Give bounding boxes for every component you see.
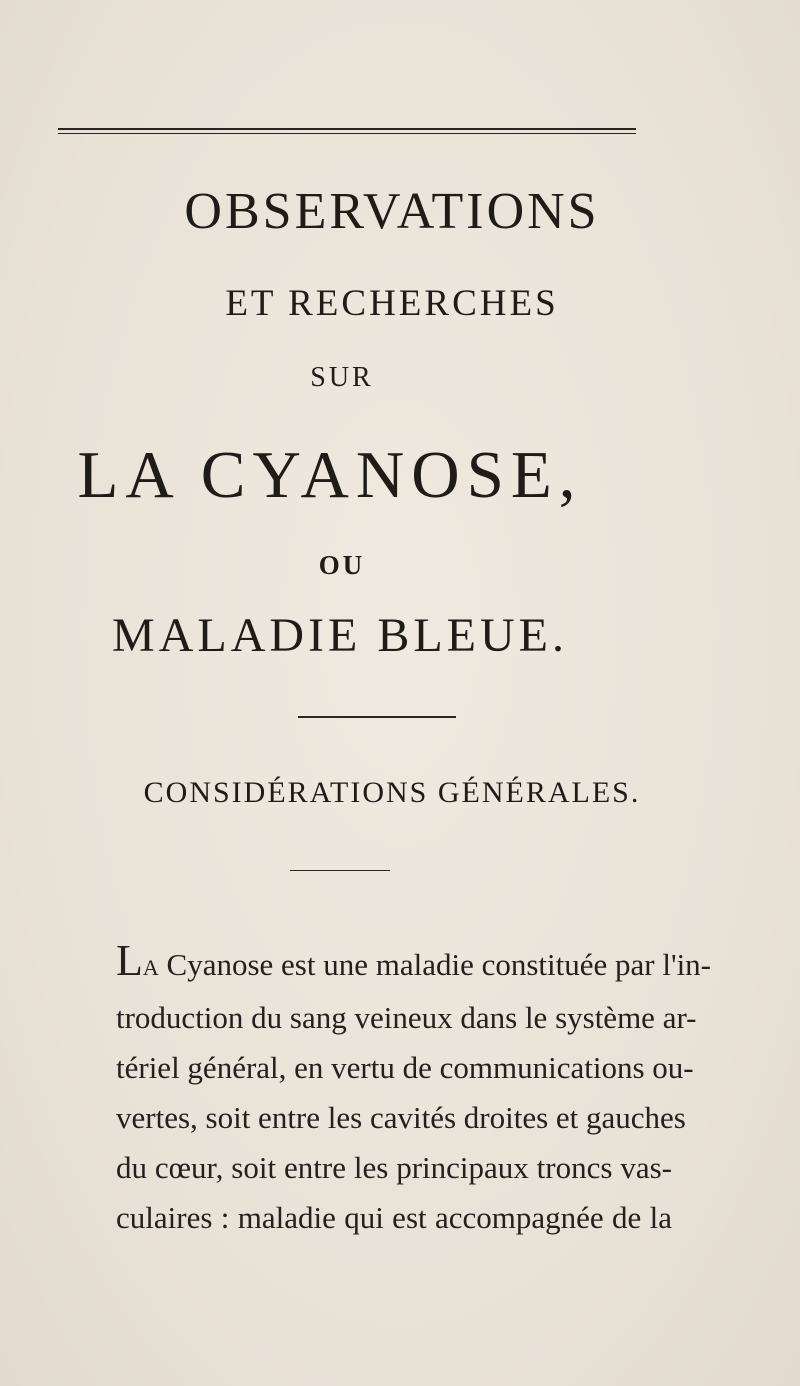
body-line-5: du cœur, soit entre les principaux troncs vas- bbox=[116, 1150, 672, 1185]
body-line-6: culaires : maladie qui est accompagnée de la bbox=[116, 1200, 672, 1235]
body-line-1 bbox=[116, 936, 711, 993]
title-observations: OBSERVATIONS bbox=[184, 183, 600, 240]
body-line-1-text: Cyanose est une maladie constituée par l'in- bbox=[158, 947, 711, 982]
section-heading: CONSIDÉRATIONS GÉNÉRALES. bbox=[143, 776, 641, 809]
title-la-cyanose: LA CYANOSE, bbox=[77, 438, 583, 512]
drop-cap-small-caps: A bbox=[142, 955, 159, 980]
body-line-3: tériel général, en vertu de communications ou- bbox=[116, 1050, 694, 1085]
title-maladie-bleue: MALADIE BLEUE. bbox=[112, 609, 568, 662]
title-ou: OU bbox=[318, 550, 366, 580]
title-sur: SUR bbox=[310, 362, 374, 393]
top-double-rule bbox=[58, 128, 636, 134]
body-line-4: vertes, soit entre les cavités droites et gauches bbox=[116, 1100, 686, 1135]
section-rule bbox=[290, 870, 390, 871]
body-paragraph bbox=[116, 936, 711, 1243]
title-et-recherches: ET RECHERCHES bbox=[225, 283, 559, 324]
middle-rule bbox=[298, 716, 456, 718]
body-line-2: troduction du sang veineux dans le système ar- bbox=[116, 1000, 697, 1035]
drop-cap: L bbox=[116, 936, 143, 985]
